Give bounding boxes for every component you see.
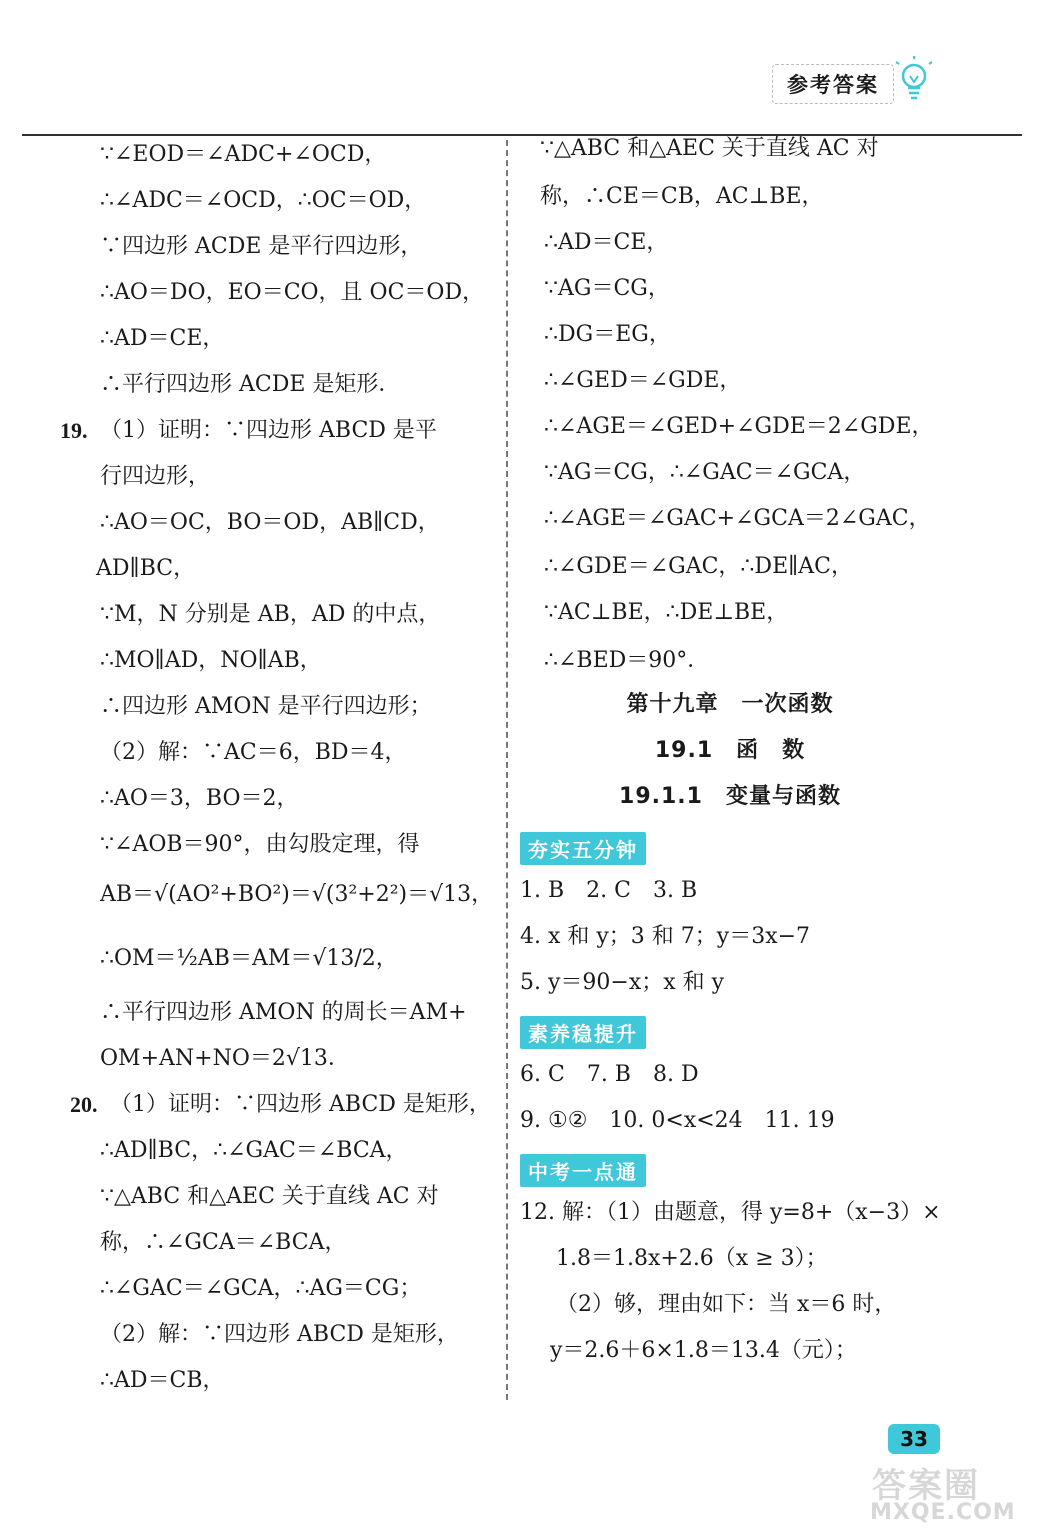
text-line: ∵△ABC 和△AEC 关于直线 AC 对: [100, 1184, 439, 1209]
text-line: ∴AD＝CE，: [100, 326, 225, 351]
watermark: [846, 1456, 1042, 1534]
text-line: ∵AC⊥BE，∴DE⊥BE，: [544, 600, 789, 625]
text-line: ∴∠GAC＝∠GCA，∴AG＝CG；: [100, 1276, 422, 1301]
answer-line: y＝2.6＋6×1.8＝13.4（元）；: [550, 1338, 857, 1363]
text-line: ∴AO＝DO，EO＝CO，且 OC＝OD，: [100, 280, 485, 305]
text-line: 行四边形，: [100, 464, 211, 489]
badge-exam: 中考一点通: [520, 1154, 646, 1187]
lightbulb-icon: [894, 56, 934, 102]
text-line: ∵AG＝CG，: [544, 276, 670, 301]
section-title: 19.1 函 数: [654, 738, 806, 763]
text-line: AD∥BC，: [96, 556, 196, 581]
text-line: ∵△ABC 和△AEC 关于直线 AC 对: [540, 136, 879, 161]
text-line: （2）解：∵AC＝6，BD＝4，: [100, 740, 407, 765]
answer-line: 1.8＝1.8x+2.6（x ≥ 3）；: [556, 1246, 828, 1271]
text-line: ∴∠AGE＝∠GAC+∠GCA＝2∠GAC，: [544, 506, 931, 531]
text-line: 称，∴CE＝CB，AC⊥BE，: [540, 184, 824, 209]
answer-line: 1. B 2. C 3. B: [520, 878, 698, 903]
column-divider: [506, 140, 508, 1400]
text-line: ∵∠AOB＝90°，由勾股定理，得: [100, 832, 420, 857]
text-line: 称，∴∠GCA＝∠BCA，: [100, 1230, 347, 1255]
badge-warmup: 夯实五分钟: [520, 832, 646, 865]
text-line: （1）证明：∵四边形 ABCD 是平: [100, 418, 437, 443]
text-line: ∴DG＝EG，: [544, 322, 671, 347]
answer-line: 9. ①② 10. 0<x<24 11. 19: [520, 1108, 835, 1133]
answer-line: 12. 解：（1）由题意，得 y=8+（x−3）×: [520, 1200, 941, 1225]
text-line: （1）证明：∵四边形 ABCD 是矩形，: [110, 1092, 491, 1117]
text-line: ∴∠BED＝90°．: [544, 648, 710, 673]
text-line: ∴AO＝3，BO＝2，: [100, 786, 299, 811]
answer-line: （2）够，理由如下：当 x＝6 时，: [556, 1292, 897, 1317]
formula-line: ∴OM＝½AB＝AM＝√13/2，: [100, 946, 398, 971]
text-line: ∴∠ADC＝∠OCD，∴OC＝OD，: [100, 188, 427, 213]
text-line: ∴AD＝CE，: [544, 230, 669, 255]
text-line: ∴平行四边形 AMON 的周长＝AM+: [100, 1000, 467, 1025]
text-line: ∵四边形 ACDE 是平行四边形，: [100, 234, 423, 259]
question-number: 19.: [60, 418, 88, 443]
answer-line: 4. x 和 y；3 和 7；y＝3x−7: [520, 924, 811, 949]
watermark-url: MXQE.COM: [870, 1500, 1016, 1525]
answer-line: 5. y＝90−x；x 和 y: [520, 970, 725, 995]
text-line: ∴∠GED＝∠GDE，: [544, 368, 742, 393]
text-line: ∴AO＝OC，BO＝OD，AB∥CD，: [100, 510, 440, 535]
text-line: ∵M，N 分别是 AB，AD 的中点，: [100, 602, 441, 627]
chapter-title: 第十九章 一次函数: [626, 692, 834, 717]
page-number: 33: [888, 1424, 940, 1454]
text-line: ∵AG＝CG，∴∠GAC＝∠GCA，: [544, 460, 866, 485]
answer-line: 6. C 7. B 8. D: [520, 1062, 699, 1087]
text-line: ∴四边形 AMON 是平行四边形；: [100, 694, 432, 719]
badge-improve: 素养稳提升: [520, 1016, 646, 1049]
subsection-title: 19.1.1 变量与函数: [619, 784, 841, 809]
text-line: （2）解：∵四边形 ABCD 是矩形，: [100, 1322, 459, 1347]
header-tag: 参考答案: [772, 64, 894, 104]
text-line: ∴AD＝CB，: [100, 1368, 225, 1393]
text-line: ∴MO∥AD，NO∥AB，: [100, 648, 322, 673]
text-line: ∴∠GDE＝∠GAC，∴DE∥AC，: [544, 554, 854, 579]
question-number: 20.: [70, 1092, 98, 1117]
text-line: OM+AN+NO＝2√13．: [100, 1046, 350, 1071]
text-line: ∴AD∥BC，∴∠GAC＝∠BCA，: [100, 1138, 408, 1163]
text-line: ∵∠EOD＝∠ADC+∠OCD，: [100, 142, 387, 167]
watermark-text: 答案圈: [872, 1466, 980, 1506]
text-line: ∴∠AGE＝∠GED+∠GDE＝2∠GDE，: [544, 414, 934, 439]
formula-line: AB＝√(AO²+BO²)＝√(3²+2²)＝√13，: [100, 882, 494, 907]
text-line: ∴平行四边形 ACDE 是矩形．: [100, 372, 401, 397]
